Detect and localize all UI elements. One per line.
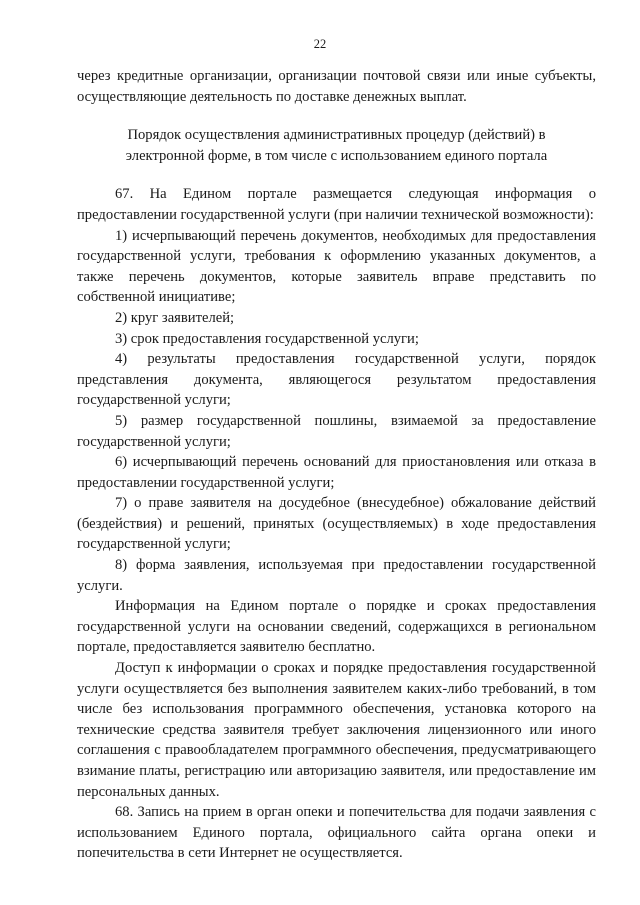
list-item-5: 5) размер государственной пошлины, взимаемой за предоставление государственной услуги; — [77, 412, 596, 450]
list-item-4: 4) результаты предоставления государственной услуги, порядок представления документа, являющегося результатом предоставления государственной услуги; — [77, 351, 596, 409]
document-body — [77, 66, 596, 864]
access-paragraph: Доступ к информации о сроках и порядке предоставления государственной услуги осуществляется без выполнения заявителем каких-либо требований, в том числе без использования программного обеспечения, установка которого на технические средства заявителя требует заключения лицензионного или иного соглашения с правообладателем программного обеспечения, предусматривающего взимание платы, регистрацию или авторизацию заявителя, или предоставление им персональных данных. — [77, 660, 596, 800]
paragraph-68: 68. Запись на прием в орган опеки и попечительства для подачи заявления с использованием Единого портала, официального сайта органа опеки и попечительства в сети Интернет не осуществляется. — [77, 804, 596, 862]
section-heading-line-1: Порядок осуществления административных процедур (действий) в — [127, 127, 546, 144]
list-item-6: 6) исчерпывающий перечень оснований для приостановления или отказа в предоставлении государственной услуги; — [77, 454, 596, 491]
list-item-3: 3) срок предоставления государственной услуги; — [115, 330, 419, 347]
intro-paragraph: через кредитные организации, организации почтовой связи или иные субъекты, осуществляющие деятельность по доставке денежных выплат. — [77, 68, 596, 105]
paragraph-67: 67. На Едином портале размещается следующая информация о предоставлении государственной услуги (при наличии технической возможности): — [77, 186, 596, 223]
page-number: 22 — [313, 37, 327, 51]
section-heading-line-2: электронной форме, в том числе с использованием единого портала — [125, 147, 548, 164]
list-item-7: 7) о праве заявителя на досудебное (внесудебное) обжалование действий (бездействия) и решений, принятых (осуществляемых) в ходе предоставления государственной услуги; — [77, 495, 596, 553]
list-item-1: 1) исчерпывающий перечень документов, необходимых для предоставления государственной услуги, требования к оформлению указанных документов, а также перечень документов, которые заявитель вправе представить по собственной инициативе; — [77, 227, 596, 306]
section-heading — [77, 125, 596, 166]
info-paragraph: Информация на Едином портале о порядке и сроках предоставления государственной услуги на основании сведений, содержащихся в региональном портале, предоставляется заявителю бесплатно. — [77, 598, 596, 656]
list-item-2: 2) круг заявителей; — [115, 309, 235, 326]
list-item-8: 8) форма заявления, используемая при предоставлении государственной услуги. — [77, 557, 596, 594]
